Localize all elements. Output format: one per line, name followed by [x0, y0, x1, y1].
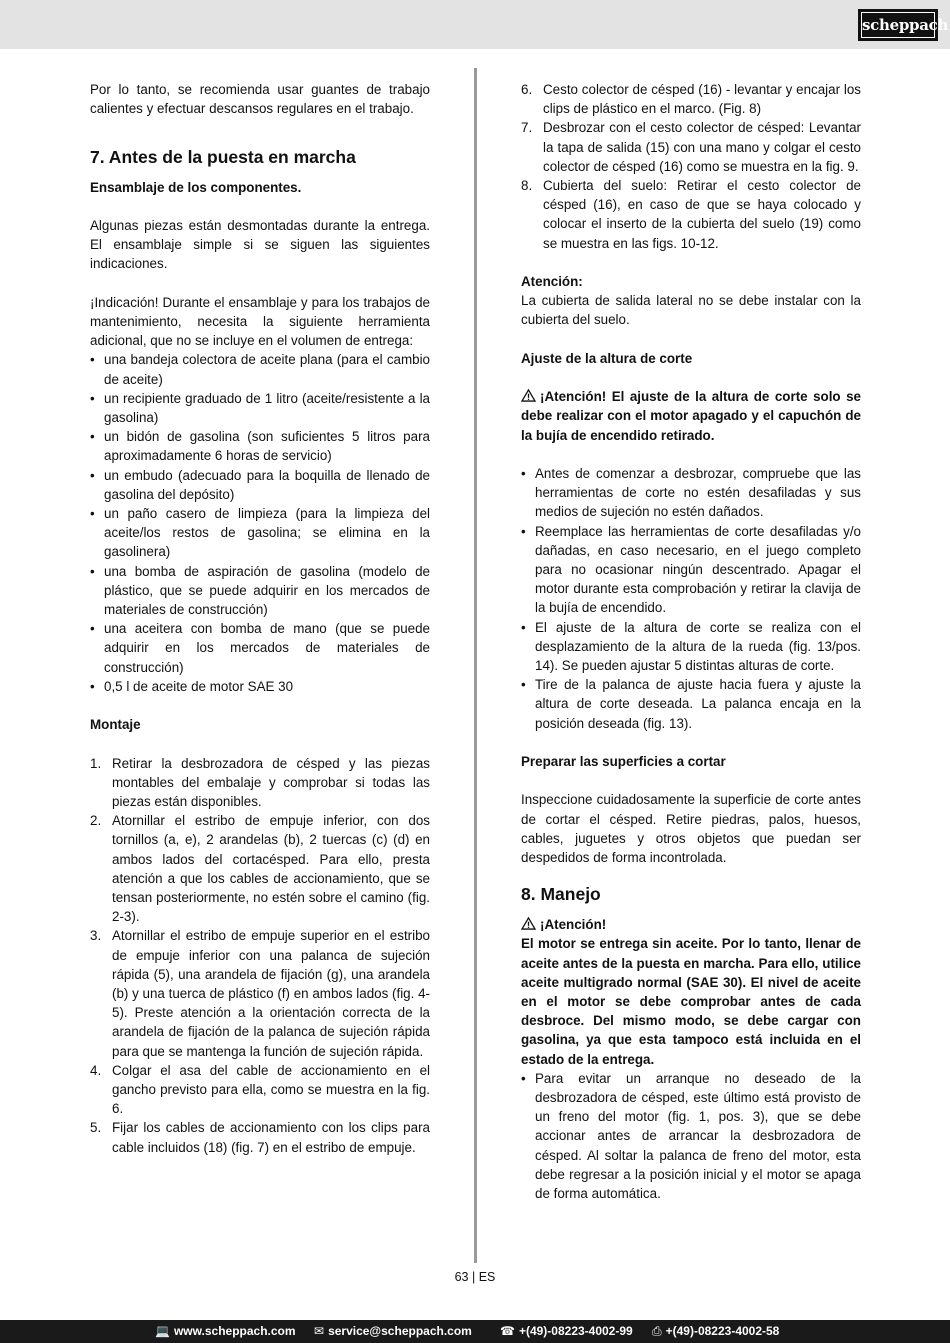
- cut-height-warning: ¡Atención! El ajuste de la altura de corte solo se debe realizar con el motor apagado y el capuchón de la bujía de encendido retirado.: [521, 389, 861, 443]
- footer-bar: [0, 1320, 950, 1343]
- brand-logo: [858, 9, 949, 41]
- footer-email[interactable]: ✉ service@scheppach.com: [314, 1320, 472, 1343]
- list-item: • 0,5 l de aceite de motor SAE 30: [90, 677, 430, 696]
- cut-height-heading: Ajuste de la altura de corte: [521, 350, 693, 366]
- left-column: [90, 80, 430, 1157]
- list-item: • Reemplace las herramientas de corte desafiladas y/o dañadas, en caso necesario, en el juego completo para no ocasionar ningún descentrado. Apagar el motor durante esta comprobación y retirar la clavija de la bujía de encendido.: [521, 522, 861, 618]
- intro-paragraph: Por lo tanto, se recomienda usar guantes de trabajo calientes y efectuar descansos regulares en el trabajo.: [90, 82, 430, 117]
- assembly-heading: Ensamblaje de los componentes.: [90, 179, 302, 195]
- brand-logo-text: scheppach: [861, 12, 935, 38]
- mounting-steps-continued: [521, 80, 861, 253]
- note-paragraph: ¡Indicación! Durante el ensamblaje y para los trabajos de mantenimiento, necesita la siguiente herramienta adicional, que no se incluye en el volumen de entrega:: [90, 294, 430, 349]
- attention-paragraph: La cubierta de salida lateral no se debe instalar con la cubierta del suelo.: [521, 293, 861, 328]
- section-7-title: 7. Antes de la puesta en marcha: [90, 146, 356, 167]
- cut-height-list: [521, 464, 861, 733]
- list-item: 8. Cubierta del suelo: Retirar el cesto colector de césped (16), en caso de que se haya colocado y colocar el inserto de la cubierta del suelo (19) como se muestra en las figs. 10-12.: [521, 178, 861, 251]
- list-item: • un embudo (adecuado para la boquilla de llenado de gasolina del depósito): [90, 466, 430, 504]
- warning-label: ¡Atención!: [521, 915, 861, 934]
- phone-icon: ☎: [500, 1324, 515, 1338]
- mounting-heading: Montaje: [90, 717, 141, 733]
- list-item: • Antes de comenzar a desbrozar, compruebe que las herramientas de corte no estén desafiladas y sus medios de sujeción no estén dañados.: [521, 464, 861, 522]
- list-item: 3. Atornillar el estribo de empuje superior en el estribo de empuje inferior con una palanca de sujeción rápida (5), una arandela de fijación (g), una arandela (b) y una tuerca de plástico (f) en ambos lados (fig. 4-5). Preste atención a la orientación correcta de la arandela de fijación de la palanca de sujeción rápida para que se mantenga la función de sujeción rápida.: [90, 928, 430, 1059]
- assembly-paragraph: Algunas piezas están desmontadas durante la entrega. El ensamblaje simple si se siguen las siguientes indicaciones.: [90, 217, 430, 272]
- section-8-title: 8. Manejo: [521, 884, 601, 905]
- right-column: [521, 80, 861, 1203]
- footer-fax: ⎙ +(49)-08223-4002-58: [652, 1320, 779, 1343]
- list-item: • Para evitar un arranque no deseado de la desbrozadora de césped, este último está provisto de un freno del motor (fig. 1, pos. 3), que se debe accionar antes de arrancar la desbrozadora de césped. Al soltar la palanca de freno del motor, esta debe regresar a la posición inicial y el motor se apaga de forma automática.: [521, 1069, 861, 1203]
- attention-label: Atención:: [521, 274, 583, 290]
- list-item: • un bidón de gasolina (son suficientes 5 litros para aproximadamente 6 horas de servicio): [90, 427, 430, 465]
- header-bar: [0, 0, 950, 49]
- surfaces-heading: Preparar las superficies a cortar: [521, 754, 726, 770]
- mail-icon: ✉: [314, 1324, 325, 1338]
- list-item: 4. Colgar el asa del cable de accionamiento en el gancho previsto para ella, como se muestra en la fig. 6.: [90, 1062, 430, 1117]
- list-item: • una aceitera con bomba de mano (que se puede adquirir en los mercados de materiales de construcción): [90, 619, 430, 677]
- list-item: • El ajuste de la altura de corte se realiza con el desplazamiento de la altura de la rueda (fig. 13/pos. 14). Se pueden ajustar 5 distintas alturas de corte.: [521, 618, 861, 676]
- list-item: 7. Desbrozar con el cesto colector de césped: Levantar la tapa de salida (15) con una mano y colgar el cesto colector de césped (16) como se muestra en la fig. 9.: [521, 120, 861, 174]
- warning-triangle-icon: [521, 389, 536, 402]
- tools-list: [90, 350, 430, 696]
- monitor-icon: 💻: [155, 1324, 170, 1338]
- list-item: 2. Atornillar el estribo de empuje inferior, con dos tornillos (a, e), 2 arandelas (b), 2 tuercas (c) (d) en ambos lados del cortacésped. Para ello, presta atención a que los cables de accionamiento, que se tensan posteriormente, no estén sobre el camino (fig. 2-3).: [90, 813, 430, 925]
- column-divider: [474, 68, 477, 1263]
- mounting-steps: [90, 754, 430, 1157]
- list-item: 6. Cesto colector de césped (16) - levantar y encajar los clips de plástico en el marco. (Fig. 8): [521, 82, 861, 117]
- list-item: • un recipiente graduado de 1 litro (aceite/resistente a la gasolina): [90, 389, 430, 427]
- list-item: 5. Fijar los cables de accionamiento con los clips para cable incluidos (18) (fig. 7) en el estribo de empuje.: [90, 1120, 430, 1155]
- list-item: • Tire de la palanca de ajuste hacia fuera y ajuste la altura de corte deseada. La palanca encaja en la posición deseada (fig. 13).: [521, 675, 861, 733]
- list-item: 1. Retirar la desbrozadora de césped y las piezas montables del embalaje y comprobar si todas las piezas están disponibles.: [90, 755, 430, 810]
- fax-icon: ⎙: [652, 1324, 662, 1338]
- warning-triangle-icon: [521, 917, 536, 930]
- list-item: • un paño casero de limpieza (para la limpieza del aceite/los restos de gasolina; se elimina en la gasolinera): [90, 504, 430, 562]
- brake-list: [521, 1069, 861, 1203]
- page-number: 63 | ES: [454, 1270, 496, 1284]
- surfaces-paragraph: Inspeccione cuidadosamente la superficie de corte antes de cortar el césped. Retire piedras, palos, huesos, cables, juguetes y otros objetos que puedan ser despedidos de forma incontrolada.: [521, 792, 861, 866]
- footer-web[interactable]: 💻 www.scheppach.com: [155, 1320, 296, 1343]
- list-item: • una bomba de aspiración de gasolina (modelo de plástico, que se puede adquirir en los mercados de materiales de construcción): [90, 562, 430, 620]
- footer-phone: ☎ +(49)-08223-4002-99: [500, 1320, 633, 1343]
- list-item: • una bandeja colectora de aceite plana (para el cambio de aceite): [90, 350, 430, 388]
- oil-warning-paragraph: El motor se entrega sin aceite. Por lo tanto, llenar de aceite antes de la puesta en marcha. Para ello, utilice aceite multigrado normal (SAE 30). El nivel de aceite en el motor se debe comprobar antes de cada desbroce. Del mismo modo, se debe cargar con gasolina, ya que esta tampoco está incluida en el estado de la entrega.: [521, 936, 861, 1067]
